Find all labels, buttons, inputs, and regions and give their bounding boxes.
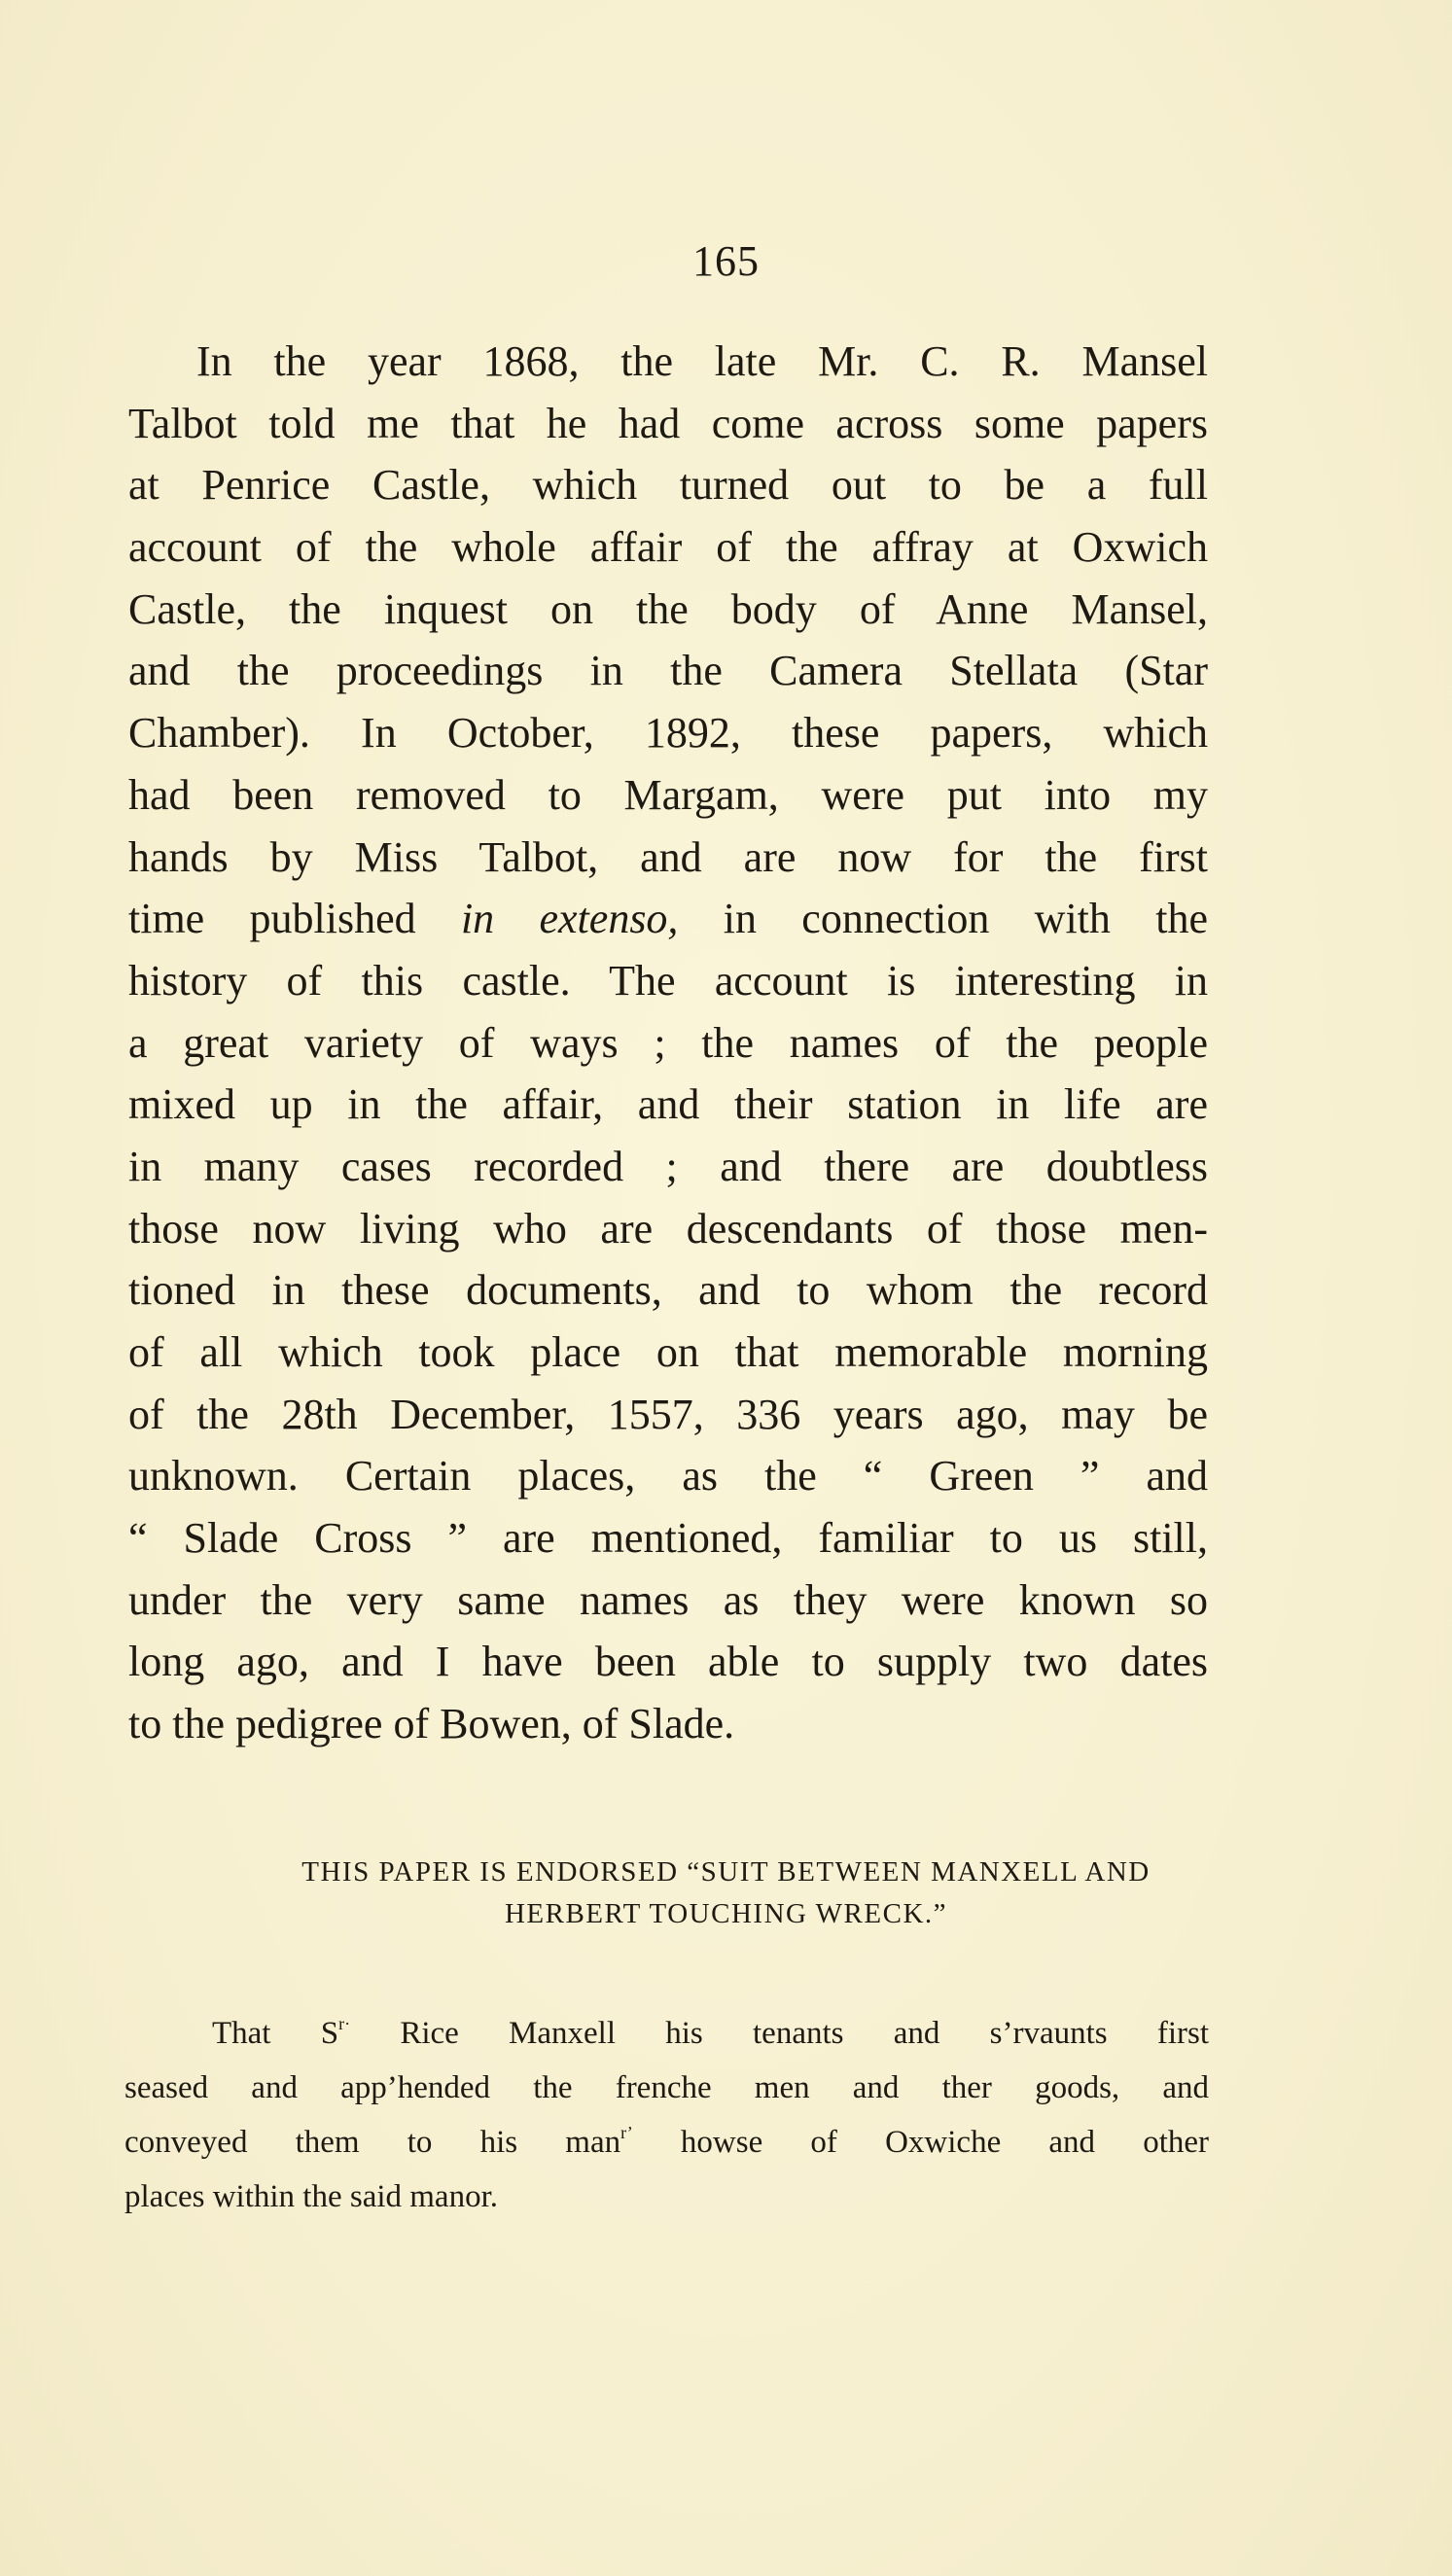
body-line: a great variety of ways ; the names of the people — [128, 1018, 1208, 1067]
text-segment: in connection with the — [678, 895, 1208, 943]
body-line: hands by Miss Talbot, and are now for the first — [128, 832, 1208, 881]
section-heading-line-1: THIS PAPER IS ENDORSED “SUIT BETWEEN MANXELL AND — [301, 1856, 1151, 1888]
body-line: at Penrice Castle, which turned out to be a full — [128, 461, 1208, 510]
body-line: mixed up in the affair, and their station in life are — [128, 1080, 1208, 1129]
document-line — [124, 2006, 1209, 2061]
document-line: places within the said manor. — [124, 2179, 498, 2214]
text-segment: Rice Manxell his tenants and s’rvaunts first — [350, 2016, 1210, 2051]
body-line: tioned in these documents, and to whom the record — [128, 1266, 1208, 1315]
text-segment: conveyed them to his man — [124, 2125, 621, 2160]
document-line: seased and app’hended the frenche men and ther goods, and — [124, 2070, 1209, 2105]
text-segment: time published — [128, 895, 461, 943]
text-segment: That S — [212, 2016, 339, 2051]
body-line: In the year 1868, the late Mr. C. R. Mansel — [196, 337, 1208, 385]
body-line: in many cases recorded ; and there are doubtless — [128, 1142, 1208, 1190]
superscript: r· — [338, 2014, 351, 2033]
body-line: account of the whole affair of the affray at Oxwich — [128, 523, 1208, 572]
body-line: Talbot told me that he had come across some papers — [128, 399, 1208, 447]
body-line: history of this castle. The account is interesting in — [128, 956, 1208, 1005]
italic-phrase: in extenso, — [460, 895, 679, 943]
body-line: Chamber). In October, 1892, these papers, which — [128, 709, 1208, 758]
body-line: of the 28th December, 1557, 336 years ago, may be — [128, 1390, 1208, 1438]
body-line: “ Slade Cross ” are mentioned, familiar to us still, — [128, 1514, 1208, 1563]
body-line: long ago, and I have been able to supply two dates — [128, 1638, 1208, 1686]
body-line: of all which took place on that memorable morning — [128, 1328, 1208, 1376]
body-line: under the very same names as they were known so — [128, 1575, 1208, 1624]
body-paragraph — [128, 331, 1208, 1755]
section-heading-line-2: HERBERT TOUCHING WRECK.” — [504, 1898, 948, 1929]
superscript: r’ — [620, 2123, 633, 2142]
document-line — [124, 2115, 1209, 2170]
text-segment: howse of Oxwiche and other — [632, 2125, 1210, 2160]
body-line: unknown. Certain places, as the “ Green ” and — [128, 1452, 1208, 1500]
body-line-with-italic — [128, 888, 1208, 950]
body-line: had been removed to Margam, were put into my — [128, 770, 1208, 819]
document-transcription — [124, 2006, 1209, 2224]
page-number: 165 — [692, 237, 760, 285]
body-line: and the proceedings in the Camera Stellata (Star — [128, 647, 1208, 695]
body-line: to the pedigree of Bowen, of Slade. — [128, 1700, 735, 1748]
body-line: Castle, the inquest on the body of Anne Mansel, — [128, 584, 1208, 633]
body-line: those now living who are descendants of those men- — [128, 1204, 1208, 1253]
